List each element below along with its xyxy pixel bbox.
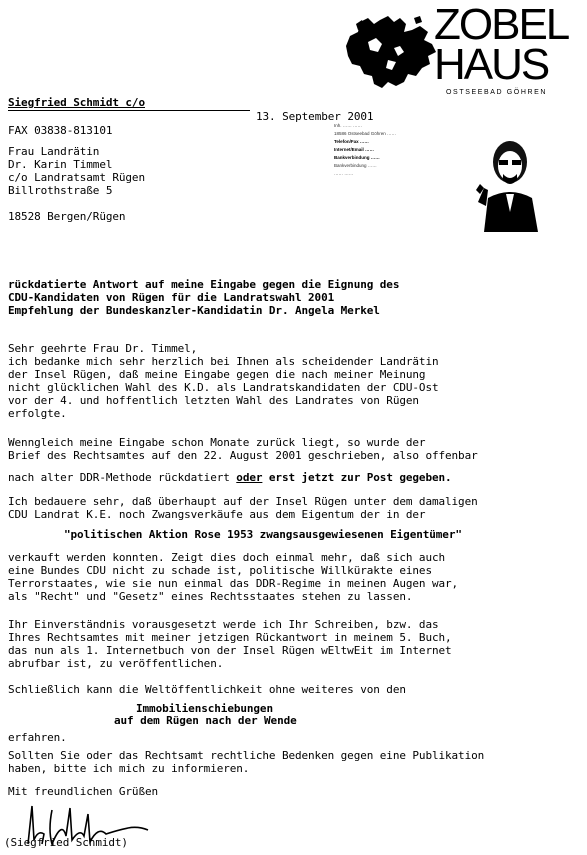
body-line: Terrorstaates, wie sie nun einmal das DDR-Regime in meinen Augen war,: [8, 577, 459, 590]
subject-line: CDU-Kandidaten von Rügen für die Landratswahl 2001: [8, 291, 335, 304]
letter-date: 13. September 2001: [256, 110, 374, 123]
body-line: nicht glücklichen Wahl des K.D. als Landratskandidaten der CDU-Ost: [8, 381, 439, 394]
paragraph-world-public: Schließlich kann die Weltöffentlichkeit ohne weiteres von den: [8, 683, 406, 696]
subject-line: Empfehlung der Bundeskanzler-Kandidatin Dr. Angela Merkel: [8, 304, 380, 317]
paragraph-terror-state: [8, 551, 458, 603]
body-line: der Insel Rügen, daß meine Eingabe gegen die nach meiner Meinung: [8, 368, 426, 381]
paragraph-thanks: [8, 355, 439, 420]
body-line: vor der 4. und hoffentlich letzten Wahl des Landrates von Rügen: [8, 394, 419, 407]
paragraph-backdated-last-line: [8, 471, 452, 484]
small-print-line: Telefon/Fax ……: [334, 139, 369, 144]
sender-name: Siegfried Schmidt c/o: [8, 96, 145, 109]
recipient-line: 18528 Bergen/Rügen: [8, 210, 126, 223]
recipient-line: c/o Landratsamt Rügen: [8, 171, 145, 184]
recipient-address: [8, 145, 145, 223]
body-line: Sollten Sie oder das Rechtsamt rechtliche Bedenken gegen eine Publikation: [8, 749, 485, 762]
recipient-line: Frau Landrätin: [8, 145, 100, 158]
body-line: erfolgte.: [8, 407, 67, 420]
body-line: Ihr Einverständnis vorausgesetzt werde ich Ihr Schreiben, bzw. das: [8, 618, 439, 631]
closing: Mit freundlichen Grüßen: [8, 785, 159, 798]
quote-aktion-rose: "politischen Aktion Rose 1953 zwangsausgewiesenen Eigentümer": [64, 528, 462, 541]
brand-word-haus: HAUS: [434, 40, 549, 89]
body-line: Ihres Rechtsamtes mit meiner jetzigen Rückantwort in meinem 5. Buch,: [8, 631, 452, 644]
paragraph-backdated: [8, 436, 478, 462]
recipient-line: [8, 197, 145, 210]
paragraph-forced-sales: [8, 495, 478, 521]
brand-word-zobel: ZOBEL: [434, 0, 569, 49]
small-print-line: 18586 Ostseebad Göhren ……: [334, 131, 397, 136]
small-print-line: Bankverbindung ……: [334, 155, 380, 160]
sender-fax: FAX 03838-813101: [8, 124, 113, 137]
paragraph-publication: [8, 618, 452, 670]
small-print-line: Bankverbindung ……: [334, 163, 377, 168]
emphasis-line-1: Immobilienschiebungen: [136, 702, 273, 715]
body-text: nach alter DDR-Methode rückdatiert: [8, 471, 237, 484]
body-text-bold: erst jetzt zur Post gegeben.: [262, 471, 452, 484]
portrait-photo: [470, 132, 546, 232]
small-print-line: …… ……: [334, 171, 354, 176]
emphasis-line-2: auf dem Rügen nach der Wende: [114, 714, 297, 727]
body-line: eine Bundes CDU nicht zu schade ist, politische Willkürakte eines: [8, 564, 432, 577]
body-line: CDU Landrat K.E. noch Zwangsverkäufe aus dem Eigentum der in der: [8, 508, 426, 521]
sender-rule: [8, 110, 250, 111]
small-print-line: Inh. …… ……: [334, 123, 363, 128]
paragraph-erfahren: erfahren.: [8, 731, 67, 744]
underlined-word-oder: oder: [236, 471, 263, 484]
body-line: verkauft werden konnten. Zeigt dies doch einmal mehr, daß sich auch: [8, 551, 446, 564]
subject-line: rückdatierte Antwort auf meine Eingabe gegen die Eignung des: [8, 278, 400, 291]
signature-name: (Siegfried Schmidt): [4, 836, 128, 849]
body-line: Brief des Rechtsamtes auf den 22. August 2001 geschrieben, also offenbar: [8, 449, 478, 462]
body-line: Ich bedauere sehr, daß überhaupt auf der Insel Rügen unter dem damaligen: [8, 495, 478, 508]
brand-tagline: OSTSEEBAD GÖHREN: [446, 89, 548, 96]
small-print-line: Internet/Email ……: [334, 147, 375, 152]
letterhead-small-print: [334, 122, 462, 178]
ruegen-island-logo: [338, 12, 440, 94]
body-line: Wenngleich meine Eingabe schon Monate zurück liegt, so wurde der: [8, 436, 426, 449]
recipient-line: Billrothstraße 5: [8, 184, 113, 197]
body-line: das nun als 1. Internetbuch von der Insel Rügen wEltwEit im Internet: [8, 644, 452, 657]
body-line: haben, bitte ich mich zu informieren.: [8, 762, 250, 775]
subject-block: [8, 278, 399, 317]
salutation: Sehr geehrte Frau Dr. Timmel,: [8, 342, 198, 355]
recipient-line: Dr. Karin Timmel: [8, 158, 113, 171]
body-line: ich bedanke mich sehr herzlich bei Ihnen als scheidender Landrätin: [8, 355, 439, 368]
body-line: als "Recht" und "Gesetz" eines Rechtsstaates stehen zu lassen.: [8, 590, 413, 603]
paragraph-legal: [8, 749, 484, 775]
body-line: abrufbar ist, zu veröffentlichen.: [8, 657, 224, 670]
